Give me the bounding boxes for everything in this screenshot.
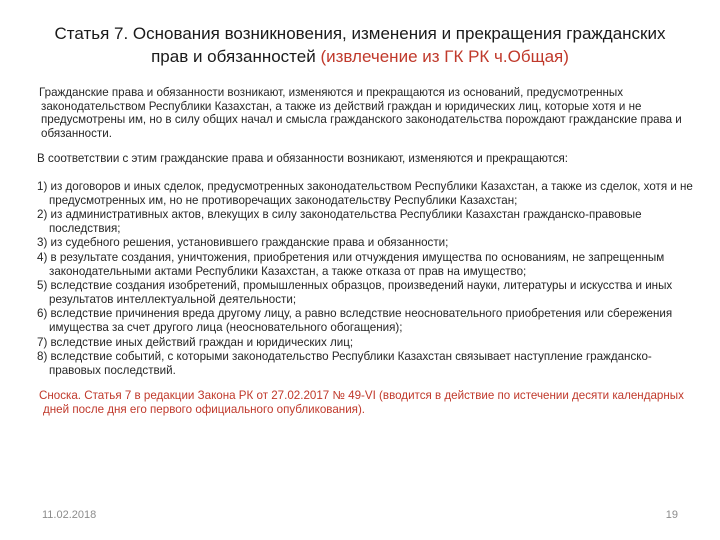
footer-date: 11.02.2018 xyxy=(42,509,97,521)
lead-paragraph: В соответствии с этим гражданские права и обязанности возникают, изменяются и прекращаются: xyxy=(37,152,568,166)
footnote: Сноска. Статья 7 в редакции Закона РК от 27.02.2017 № 49-VI (вводится в действие по истечении десяти календарных дней после дня его первого официального опубликования). xyxy=(39,389,684,416)
list-item: 5) вследствие создания изобретений, промышленных образцов, произведений науки, литературы и искусства и иных результатов интеллектуальной деятельности; xyxy=(37,279,673,306)
list-item: 1) из договоров и иных сделок, предусмотренных законодательством Республики Казахстан, а также из сделок, хотя и не предусмотренных им, но не противоречащих законодательству Республики Казахстан; xyxy=(37,179,693,207)
list-item: 8) вследствие событий, с которыми законодательство Республики Казахстан связывает наступление гражданско-правовых последствий. xyxy=(37,350,652,377)
slide-title xyxy=(40,22,680,68)
list-item: 6) вследствие причинения вреда другому лицу, а равно вследствие неосновательного приобретения или сбережения имущества за счет другого лица (неосновательного обогащения); xyxy=(37,307,673,334)
title-main: Статья 7. Основания возникновения, изменения и прекращения гражданских прав и обязанностей xyxy=(54,24,666,66)
slide-body xyxy=(33,86,699,416)
page-number: 19 xyxy=(665,509,678,521)
list-item: 4) в результате создания, уничтожения, приобретения или отчуждения имущества по основаниям, не запрещенным законодательными актами Республики Казахстан, а также отказа от прав на имущество; xyxy=(37,250,665,278)
list-item: 2) из административных актов, влекущих в силу законодательства Республики Казахстан гражданско-правовые последствия; xyxy=(37,208,642,235)
list-item: 7) вследствие иных действий граждан и юридических лиц; xyxy=(37,335,354,349)
title-subtitle: (извлечение из ГК РК ч.Общая) xyxy=(320,47,569,66)
intro-paragraph: Гражданские права и обязанности возникают, изменяются и прекращаются из оснований, предусмотренных законодательством Республики Казахстан, а также из действий граждан и юридических лиц, которые хотя и не предусмотрены им, но в силу общих начал и смысла гражданского законодательства порождают гражданские права и обязанности. xyxy=(39,86,682,140)
list-item: 3) из судебного решения, установившего гражданские права и обязанности; xyxy=(37,236,449,250)
grounds-list xyxy=(33,180,699,377)
